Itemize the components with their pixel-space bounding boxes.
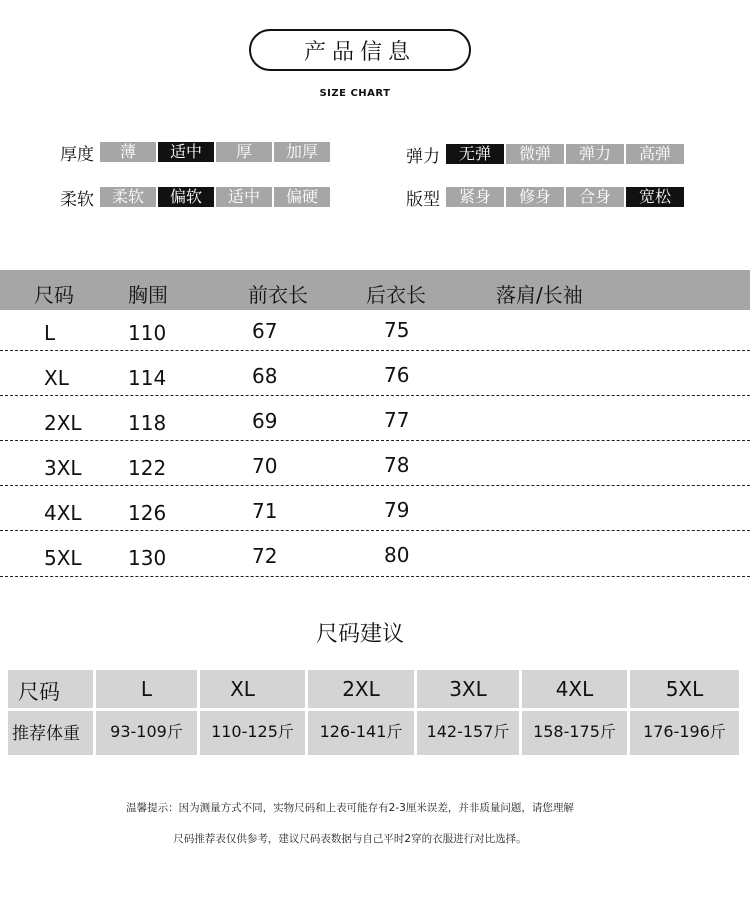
rec-size: 4XL xyxy=(555,677,594,701)
rec-size: 2XL xyxy=(342,677,380,701)
attr-label: 厚度 xyxy=(60,144,94,165)
attr-thickness xyxy=(60,141,332,163)
rec-weight-label: 推荐体重 xyxy=(12,724,80,744)
table-cell-chest: 130 xyxy=(128,546,167,570)
table-cell-size: 4XL xyxy=(44,501,82,525)
attr-label: 弹力 xyxy=(406,146,440,167)
table-cell-front: 71 xyxy=(252,499,278,523)
attr-option: 微弹 xyxy=(506,144,564,164)
col-header-size: 尺码 xyxy=(34,283,74,307)
rec-weight: 110-125斤 xyxy=(211,722,294,741)
attr-option-selected: 无弹 xyxy=(446,144,504,164)
table-cell-back: 79 xyxy=(384,498,410,522)
attr-option: 合身 xyxy=(566,187,624,207)
attr-fit xyxy=(406,186,686,208)
table-cell-size: 5XL xyxy=(44,546,82,570)
attr-softness xyxy=(60,186,332,208)
table-cell-size: L xyxy=(44,321,56,345)
table-cell-size: XL xyxy=(44,366,69,390)
attr-option: 加厚 xyxy=(274,142,330,162)
table-cell-size: 2XL xyxy=(44,411,82,435)
attr-elasticity xyxy=(406,143,686,165)
rec-weight: 142-157斤 xyxy=(426,722,510,741)
note-measurement: 温馨提示：因为测量方式不同，实物尺码和上表可能存有2-3厘米误差，并非质量问题，请您理解 xyxy=(126,802,574,814)
attr-option-selected: 偏软 xyxy=(158,187,214,207)
col-header-front-length: 前衣长 xyxy=(248,283,308,307)
attr-option-selected: 适中 xyxy=(158,142,214,162)
table-cell-chest: 114 xyxy=(128,366,167,390)
recommendation-title: 尺码建议 xyxy=(315,622,404,647)
attr-option: 修身 xyxy=(506,187,564,207)
row-divider xyxy=(0,350,750,351)
table-cell-back: 80 xyxy=(384,543,410,567)
page-title: 产品信息 xyxy=(249,29,471,71)
row-divider xyxy=(0,530,750,531)
table-cell-back: 77 xyxy=(384,408,410,432)
attr-option: 适中 xyxy=(216,187,272,207)
attr-option: 高弹 xyxy=(626,144,684,164)
col-header-back-length: 后衣长 xyxy=(366,283,426,307)
table-cell-front: 68 xyxy=(252,364,278,388)
row-divider xyxy=(0,576,750,577)
row-divider xyxy=(0,485,750,486)
note-reference: 尺码推荐表仅供参考，建议尺码表数据与自己平时2穿的衣服进行对比选择。 xyxy=(173,833,527,845)
attr-label: 版型 xyxy=(406,189,440,210)
rec-weight: 126-141斤 xyxy=(319,722,403,741)
row-divider xyxy=(0,395,750,396)
table-cell-chest: 118 xyxy=(128,411,167,435)
table-cell-back: 78 xyxy=(384,453,410,477)
page-subtitle: SIZE CHART xyxy=(319,88,391,99)
table-cell-size: 3XL xyxy=(44,456,82,480)
table-cell-front: 70 xyxy=(252,454,278,478)
rec-size-label: 尺码 xyxy=(18,680,60,704)
rec-weight: 176-196斤 xyxy=(643,722,726,741)
table-cell-front: 72 xyxy=(252,544,278,568)
attr-option: 薄 xyxy=(100,142,156,162)
rec-weight: 158-175斤 xyxy=(533,722,616,741)
attr-option: 柔软 xyxy=(100,187,156,207)
rec-size: 3XL xyxy=(449,677,487,701)
table-cell-chest: 126 xyxy=(128,501,167,525)
rec-weight: 93-109斤 xyxy=(110,722,183,741)
row-divider xyxy=(0,440,750,441)
table-cell-chest: 122 xyxy=(128,456,167,480)
table-cell-front: 69 xyxy=(252,409,278,433)
rec-size: 5XL xyxy=(665,677,704,701)
attr-label: 柔软 xyxy=(60,189,94,210)
attr-option: 弹力 xyxy=(566,144,624,164)
attr-option: 紧身 xyxy=(446,187,504,207)
table-cell-back: 75 xyxy=(384,318,410,342)
rec-size: XL xyxy=(230,677,255,701)
rec-size: L xyxy=(140,677,153,701)
table-cell-front: 67 xyxy=(252,319,278,343)
attr-option: 偏硬 xyxy=(274,187,330,207)
attr-option: 厚 xyxy=(216,142,272,162)
table-cell-chest: 110 xyxy=(128,321,167,345)
table-cell-back: 76 xyxy=(384,363,410,387)
attr-option-selected: 宽松 xyxy=(626,187,684,207)
col-header-sleeve: 落肩/长袖 xyxy=(496,283,583,307)
col-header-chest: 胸围 xyxy=(128,283,168,307)
